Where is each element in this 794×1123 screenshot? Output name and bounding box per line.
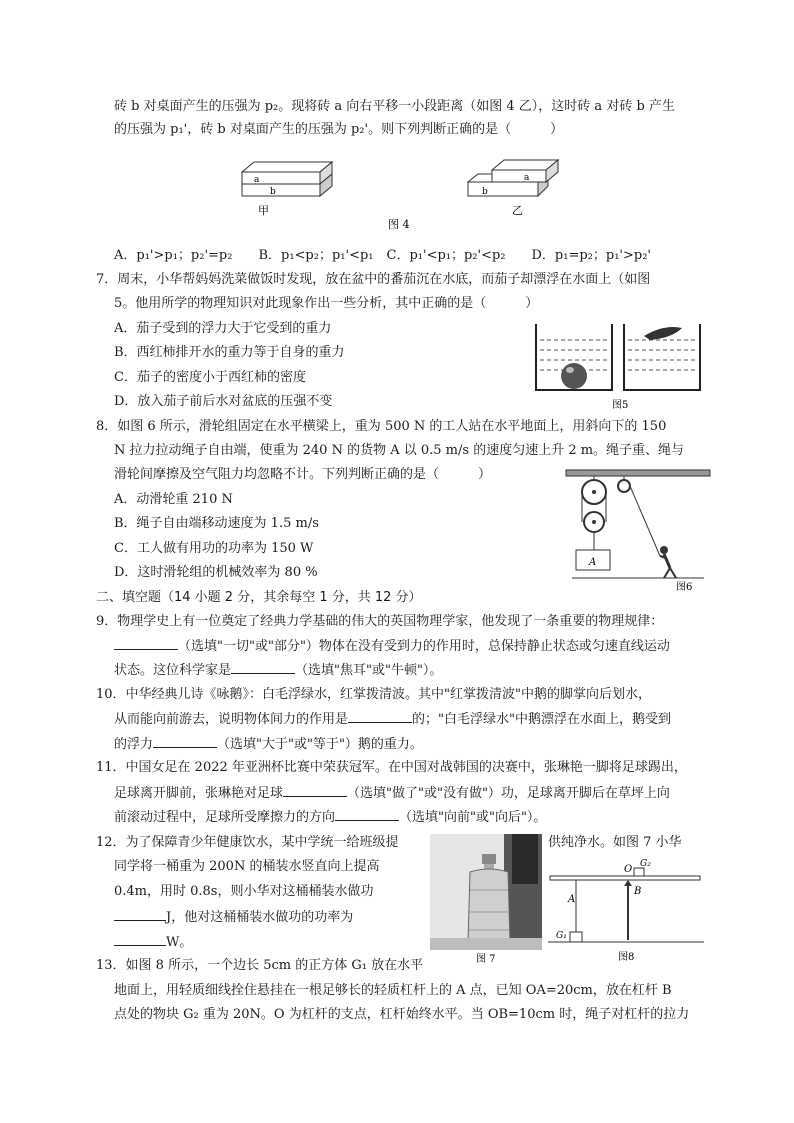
fig4-right-b: b (482, 187, 488, 197)
q8-option-d: D．这时滑轮组的机械效率为 80 % (114, 565, 318, 580)
q11-blank-1[interactable] (283, 784, 347, 797)
q11-blank-2[interactable] (335, 808, 399, 821)
q13-line2: 地面上，用轻质细线拴住悬挂在一根足够长的轻质杠杆上的 A 点，已知 OA=20cm，放在杠杆 B (114, 983, 672, 998)
figure-5 (532, 318, 712, 414)
figure-6 (564, 464, 714, 594)
q10-line2: 从而能向前游去，说明物体间力的作用是 的；"白毛浮绿水"中鹅漂浮在水面上，鹅受到 (114, 712, 671, 727)
q12-line2: 同学将一桶重为 200N 的桶装水竖直向上提高 (114, 859, 380, 874)
eggplant-icon (644, 327, 682, 340)
q11-line2: 足球离开脚前，张琳艳对足球 （选填"做了"或"没有做"）功，足球离开脚后在草坪上向 (114, 786, 670, 801)
fig8-lever (550, 876, 700, 880)
fig8-B: B (634, 886, 642, 897)
fig6-beam (566, 470, 710, 476)
q13-line1: 13．如图 8 所示，一个边长 5cm 的正方体 G₁ 放在水平 (96, 958, 424, 973)
q7-stem2: 5。他用所学的物理知识对此现象作出一些分析，其中正确的是（ ） (114, 296, 539, 311)
q8-option-a: A．动滑轮重 210 N (114, 492, 233, 507)
fig6-box-label: A (589, 557, 597, 568)
fig8-A: A (568, 894, 576, 905)
fig4-caption: 图 4 (388, 218, 410, 231)
q7-option-c: C．茄子的密度小于西红柿的密度 (114, 370, 306, 385)
fig5-basin-right (624, 324, 700, 390)
fig4-right-label: 乙 (512, 204, 523, 217)
fig8-g2-box (634, 868, 644, 876)
fig7-caption: 图 7 (476, 954, 496, 965)
q10-line3: 的浮力 （选填"大于"或"等于"）鹅的重力。 (114, 737, 423, 752)
q6-line2: 的压强为 p₁'，砖 b 对桌面产生的压强为 p₂'。则下列判断正确的是（ ） (114, 122, 564, 137)
q7-stem1: 7．周末，小华帮妈妈洗菜做饭时发现，放在盆中的番茄沉在水底，而茄子却漂浮在水面上（如图 (96, 272, 651, 287)
q12-line5: W。 (114, 933, 192, 952)
q8-option-c: C．工人做有用功的功率为 150 W (114, 541, 314, 556)
q8-stem3: 滑轮间摩擦及空气阻力均忽略不计。下列判断正确的是（ ） (114, 467, 492, 482)
q12-line1-right: 供纯净水。如图 7 小华 (548, 835, 682, 850)
fig4-left-b: b (270, 187, 276, 197)
fig8-G2: G₂ (640, 859, 651, 869)
fig8-g1-box (570, 932, 582, 942)
fig6-caption: 图6 (676, 582, 693, 593)
fig4-left-a: a (254, 175, 260, 185)
section-2-heading: 二、填空题（14 小题 2 分，其余每空 1 分，共 12 分） (96, 590, 422, 605)
q10-blank-2[interactable] (153, 735, 217, 748)
fig8-O: O (624, 864, 633, 875)
figure-8 (546, 856, 706, 966)
q13-line3: 点处的物块 G₂ 重为 20N。O 为杠杆的支点，杠杆始终水平。当 OB=10cm 时，绳子对杠杆的拉力 (114, 1007, 690, 1022)
q9-line1: 9．物理学史上有一位奠定了经典力学基础的伟大的英国物理学家，他发现了一条重要的物理规律： (96, 614, 664, 629)
q10-line1: 10．中华经典儿诗《咏鹅》：白毛浮绿水，红掌拨清波。其中"红掌拨清波"中鹅的脚掌向后划水， (96, 687, 652, 702)
tomato-icon (561, 363, 587, 389)
q8-stem1: 8．如图 6 所示，滑轮组固定在水平横梁上，重为 500 N 的工人站在水平地面上，用斜向下的 150 (96, 419, 667, 434)
fig4-right-a: a (524, 173, 530, 183)
q7-option-d: D．放入茄子前后水对盆底的压强不变 (114, 394, 333, 409)
q12-blank-1[interactable] (114, 908, 166, 921)
q7-option-a: A．茄子受到的浮力大于它受到的重力 (114, 321, 332, 336)
q9-blank-2[interactable] (231, 661, 295, 674)
q7-option-b: B．西红柿排开水的重力等于自身的重力 (114, 345, 345, 360)
q6-options: A．p₁'>p₁；p₂'=p₂ B．p₁<p₂；p₁'<p₁ C．p₁'<p₁；p₂'<p₂ D．p₁=p₂；p₁'>p₂' (114, 248, 651, 263)
q8-option-b: B．绳子自由端移动速度为 1.5 m/s (114, 516, 319, 531)
q9-line2: （选填"一切"或"部分"）物体在没有受到力的作用时，总保持静止状态或匀速直线运动 (114, 637, 670, 656)
q8-stem2: N 拉力拉动绳子自由端，使重为 240 N 的货物 A 以 0.5 m/s 的速度匀速上升 2 m。绳子重、绳与 (114, 443, 685, 458)
q6-line1: 砖 b 对桌面产生的压强为 p₂。现将砖 a 向右平移一小段距离（如图 4 乙），这时砖 a 对砖 b 产生 (114, 99, 675, 114)
figure-4 (230, 150, 570, 240)
q9-line3: 状态。这位科学家是 （选填"焦耳"或"牛顿"）。 (114, 663, 443, 678)
fig8-G1: G₁ (556, 931, 567, 941)
q10-blank-1[interactable] (348, 710, 412, 723)
fig8-caption: 图8 (618, 952, 635, 963)
q12-line1: 12．为了保障青少年健康饮水，某中学统一给班级提 (96, 835, 399, 850)
figure-7 (430, 834, 542, 966)
fig4-left-label: 甲 (258, 204, 269, 217)
fig5-caption: 图5 (612, 400, 629, 411)
q11-line3: 前滚动过程中，足球所受摩擦力的方向 （选填"向前"或"向后"）。 (114, 810, 547, 825)
q12-line3: 0.4m，用时 0.8s，则小华对这桶桶装水做功 (114, 884, 374, 899)
q9-blank-1[interactable] (114, 637, 178, 650)
worker-icon (660, 546, 676, 578)
q12-blank-2[interactable] (114, 933, 166, 946)
q12-line4: J，他对这桶桶装水做功的功率为 (114, 908, 353, 927)
fig5-basin-left (536, 324, 612, 390)
q11-line1: 11．中国女足在 2022 年亚洲杯比赛中荣获冠军。在中国对战韩国的决赛中，张琳艳一脚将足球踢出， (96, 760, 687, 775)
